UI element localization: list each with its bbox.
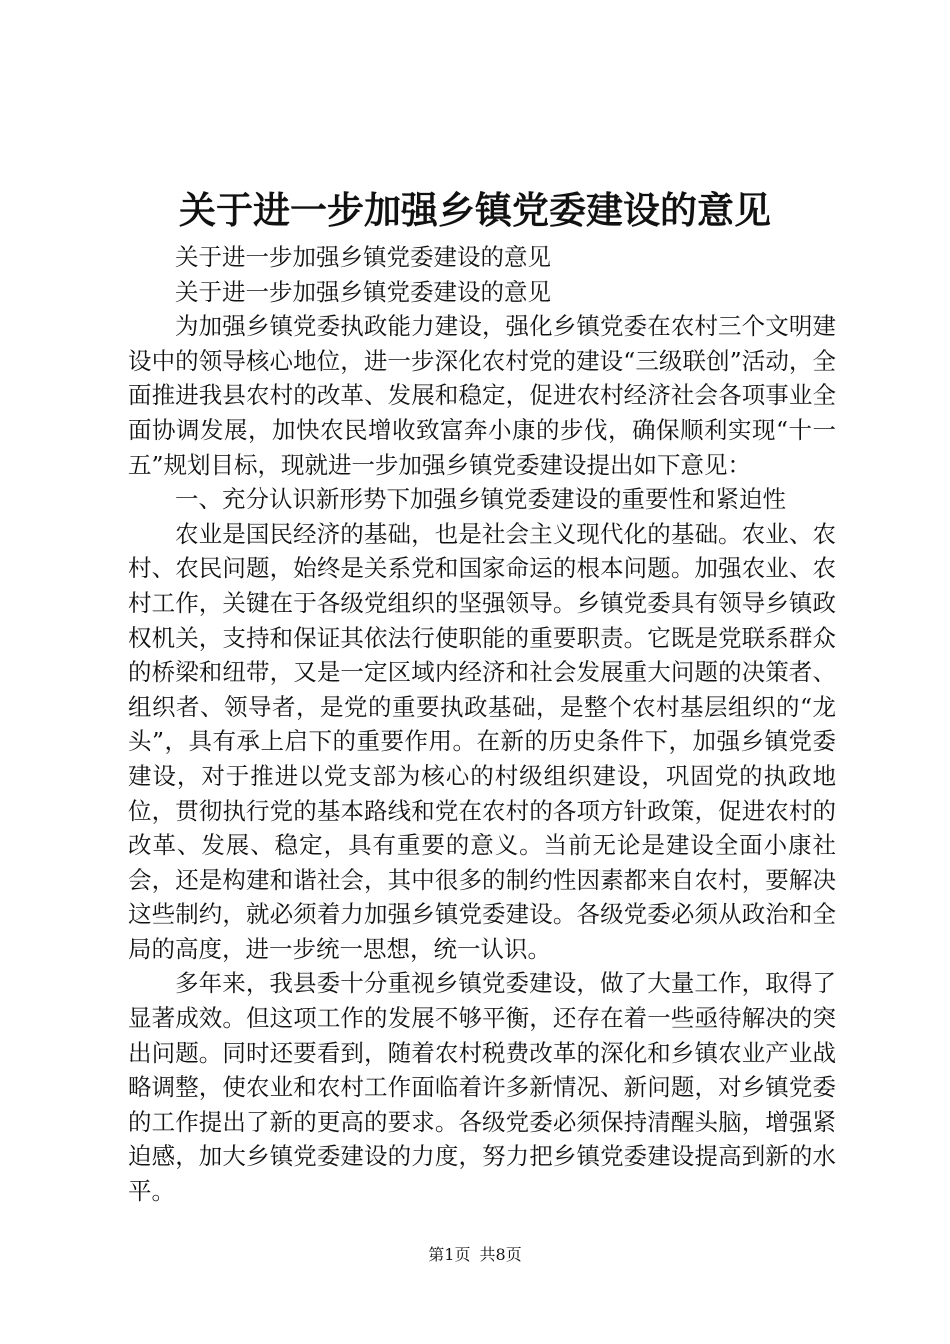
document-body: [128, 240, 836, 1209]
document-title: 关于进一步加强乡镇党委建设的意见: [179, 188, 771, 232]
paragraph-years: 多年来，我县委十分重视乡镇党委建设，做了大量工作，取得了显著成效。但这项工作的发展不够平衡，还存在着一些亟待解决的突出问题。同时还要看到，随着农村税费改革的深化和乡镇农业产业战略调整，使农业和农村工作面临着许多新情况、新问题，对乡镇党委的工作提出了新的更高的要求。各级党委必须保持清醒头脑，增强紧迫感，加大乡镇党委建设的力度，努力把乡镇党委建设提高到新的水平。: [128, 969, 836, 1206]
paragraph-subtitle-1: 关于进一步加强乡镇党委建设的意见: [175, 243, 551, 271]
paragraph-agriculture: 农业是国民经济的基础，也是社会主义现代化的基础。农业、农村、农民问题，始终是关系党和国家命运的根本问题。加强农业、农村工作，关键在于各级党组织的坚强领导。乡镇党委具有领导乡镇政权机关，支持和保证其依法行使职能的重要职责。它既是党联系群众的桥梁和纽带，又是一定区域内经济和社会发展重大问题的决策者、组织者、领导者，是党的重要执政基础，是整个农村基层组织的“龙头”，具有承上启下的重要作用。在新的历史条件下，加强乡镇党委建设，对于推进以党支部为核心的村级组织建设，巩固党的执政地位，贯彻执行党的基本路线和党在农村的各项方针政策，促进农村的改革、发展、稳定，具有重要的意义。当前无论是建设全面小康社会，还是构建和谐社会，其中很多的制约性因素都来自农村，要解决这些制约，就必须着力加强乡镇党委建设。各级党委必须从政治和全局的高度，进一步统一思想，统一认识。: [128, 519, 836, 963]
page-number: 第1页: [428, 1245, 471, 1264]
paragraph-subtitle-2: 关于进一步加强乡镇党委建设的意见: [175, 277, 551, 306]
page-total: 共8页: [479, 1245, 522, 1264]
page-footer: [0, 1245, 950, 1265]
section-heading-1: 一、充分认识新形势下加强乡镇党委建设的重要性和紧迫性: [175, 485, 786, 514]
paragraph-intro: 为加强乡镇党委执政能力建设，强化乡镇党委在农村三个文明建设中的领导核心地位，进一步深化农村党的建设“三级联创”活动，全面推进我县农村的改革、发展和稳定，促进农村经济社会各项事业全面协调发展，加快农民增收致富奔小康的步伐，确保顺利实现“十一五”规划目标，现就进一步加强乡镇党委建设提出如下意见：: [128, 312, 836, 479]
